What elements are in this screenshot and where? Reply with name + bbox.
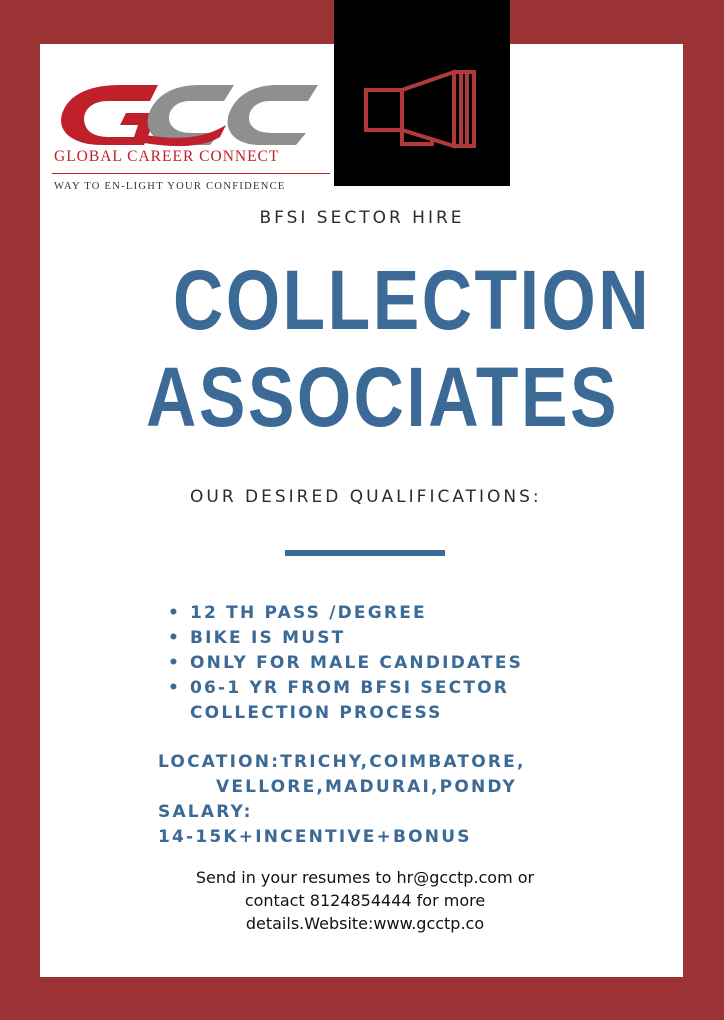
divider-bar	[285, 550, 445, 556]
logo-divider	[52, 173, 330, 174]
gcc-logo	[32, 75, 328, 195]
list-item: • BIKE IS MUST	[168, 626, 523, 651]
logo-monogram: GCC	[32, 75, 35, 76]
logo-name: GLOBAL CAREER CONNECT	[54, 148, 280, 165]
contact-line2: contact 8124854444 for more	[244, 891, 486, 910]
job-title-line1: COLLECTION	[173, 253, 652, 347]
contact-info	[150, 866, 580, 935]
job-title-line2: ASSOCIATES	[146, 350, 619, 444]
list-item-continuation-text: COLLECTION PROCESS	[190, 703, 443, 723]
location-line2: VELLORE,MADURAI,PONDY	[216, 777, 517, 797]
qualifications-list	[168, 601, 523, 726]
logo-tagline: WAY TO EN-LIGHT YOUR CONFIDENCE	[54, 181, 286, 192]
megaphone-icon	[362, 68, 482, 152]
sector-heading: BFSI SECTOR HIRE	[259, 208, 465, 228]
salary-label: SALARY:	[158, 802, 253, 822]
salary-value: 14-15K+INCENTIVE+BONUS	[158, 827, 472, 847]
list-item: • 12 TH PASS /DEGREE	[168, 601, 523, 626]
contact-line1: Send in your resumes to hr@gcctp.com or	[195, 868, 535, 887]
list-item: • 06-1 YR FROM BFSI SECTOR	[168, 676, 523, 701]
list-item: • ONLY FOR MALE CANDIDATES	[168, 651, 523, 676]
contact-line3: details.Website:www.gcctp.co	[245, 914, 485, 933]
qualifications-heading: OUR DESIRED QUALIFICATIONS:	[190, 487, 542, 507]
list-item-continuation	[168, 701, 523, 726]
location-line1: LOCATION:TRICHY,COIMBATORE,	[158, 752, 526, 772]
